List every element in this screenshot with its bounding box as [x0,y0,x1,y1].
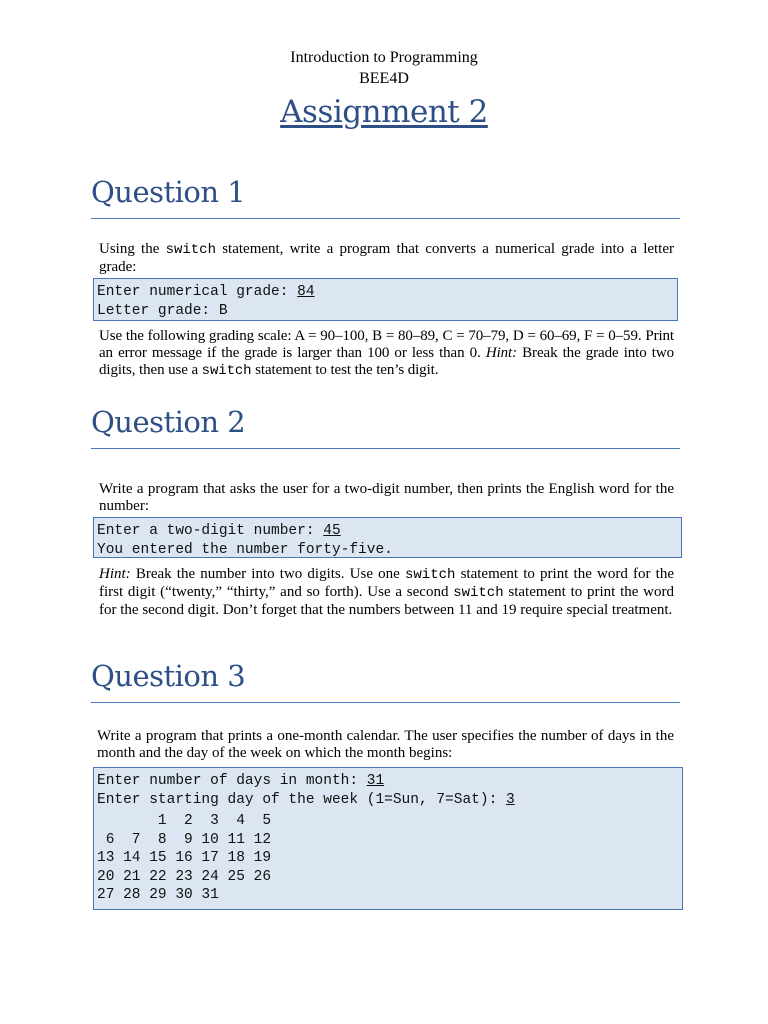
question-1-intro: Using the switch statement, write a program that converts a numerical grade into a letter grade: [99,241,675,275]
course-code: BEE4D [359,70,409,87]
calendar-row: 1 2 3 4 5 [97,813,272,829]
calendar-row: 13 14 15 16 17 18 19 [97,850,272,866]
course-title: Introduction to Programming [290,49,478,66]
assignment-title: Assignment 2 [280,94,488,130]
question-1-heading: Question 1 [91,176,680,219]
calendar-row: 27 28 29 30 31 [97,887,219,903]
question-2-sample-output: Enter a two-digit number: 45 You entered the number forty-five. [93,517,682,558]
question-3-intro: Write a program that prints a one-month calendar. The user specifies the number of days in the month and the day of the week on which the month begins: [97,728,674,761]
question-2-intro: Write a program that asks the user for a two-digit number, then prints the English word for the number: [99,481,674,514]
calendar-row: 6 7 8 9 10 11 12 [97,831,272,848]
question-3-heading: Question 3 [91,660,680,703]
question-2-heading: Question 2 [91,406,680,449]
question-2-hint: Hint: Break the number into two digits. Use one switch statement to print the word for the first digit (“twenty,” “thirty,” and so forth). Use a second switch statement to print the word for the second digit. Don’t forget that the numbers between 11 and 19 require special treatment. [99,566,675,618]
calendar-grid [97,812,682,905]
question-3-sample-output: Enter number of days in month: 31 Enter starting day of the week (1=Sun, 7=Sat): 3 1 2 3 4 5 6 7 8 9 10 11 12 13 14 15 16 17 18 19 20 21 22 23 24 25 26 27 28 29 30 31 [93,767,683,910]
question-1-sample-output: Enter numerical grade: 84 Letter grade: B [93,278,678,321]
question-1-body: Use the following grading scale: A = 90–100, B = 80–89, C = 70–79, D = 60–69, F = 0–59. Print an error message if the grade is larger than 100 or less than 0. Hint: Break the grade into two digits, then use a switch statement to test the ten’s digit. [99,328,674,379]
calendar-row: 20 21 22 23 24 25 26 [97,868,272,885]
